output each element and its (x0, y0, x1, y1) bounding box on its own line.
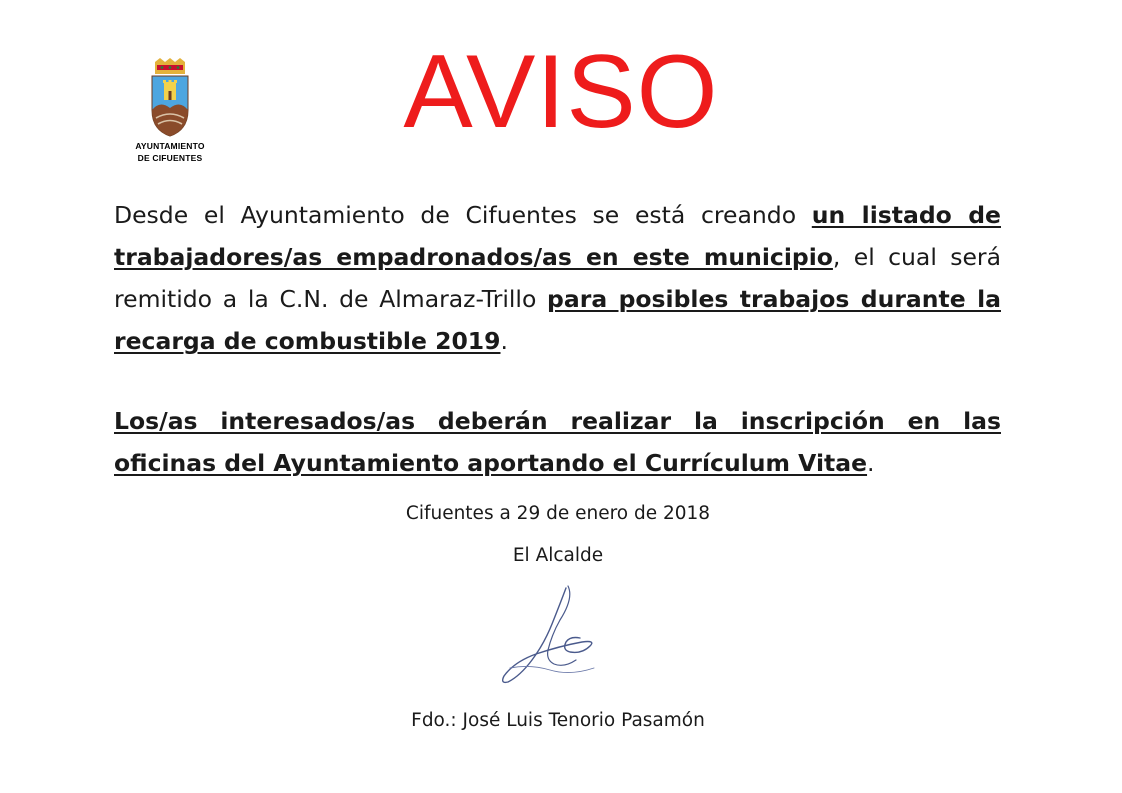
p1-emphasis-list: un listado de trabajadores/as empadronados/as en este municipio (114, 201, 1001, 271)
place-and-date: Cifuentes a 29 de enero de 2018 (405, 503, 711, 524)
notice-paragraph-1 (114, 194, 1001, 362)
logo-text-line-1: AYUNTAMIENTO (135, 141, 205, 151)
p2-end-punct: . (867, 449, 875, 477)
notice-title: AVISO (403, 34, 719, 150)
handwritten-signature-icon (490, 584, 610, 689)
p1-middle-text: , el cual será remitido a la C.N. de Almaraz-Trillo (114, 243, 1001, 313)
logo-text-line-2: DE CIFUENTES (137, 153, 203, 163)
p2-emphasis-instructions: Los/as interesados/as deberán realizar la inscripción en las oficinas del Ayuntamiento aportando el Currículum Vitae (114, 407, 1001, 477)
notice-paragraph-2 (114, 400, 1001, 484)
signer-role: El Alcalde (512, 545, 604, 566)
p1-emphasis-purpose: para posibles trabajos durante la recarga de combustible 2019 (114, 285, 1001, 355)
signer-name: Fdo.: José Luis Tenorio Pasamón (411, 710, 705, 731)
p1-intro-text: Desde el Ayuntamiento de Cifuentes se está creando (114, 201, 812, 229)
p1-end-punct: . (500, 327, 508, 355)
